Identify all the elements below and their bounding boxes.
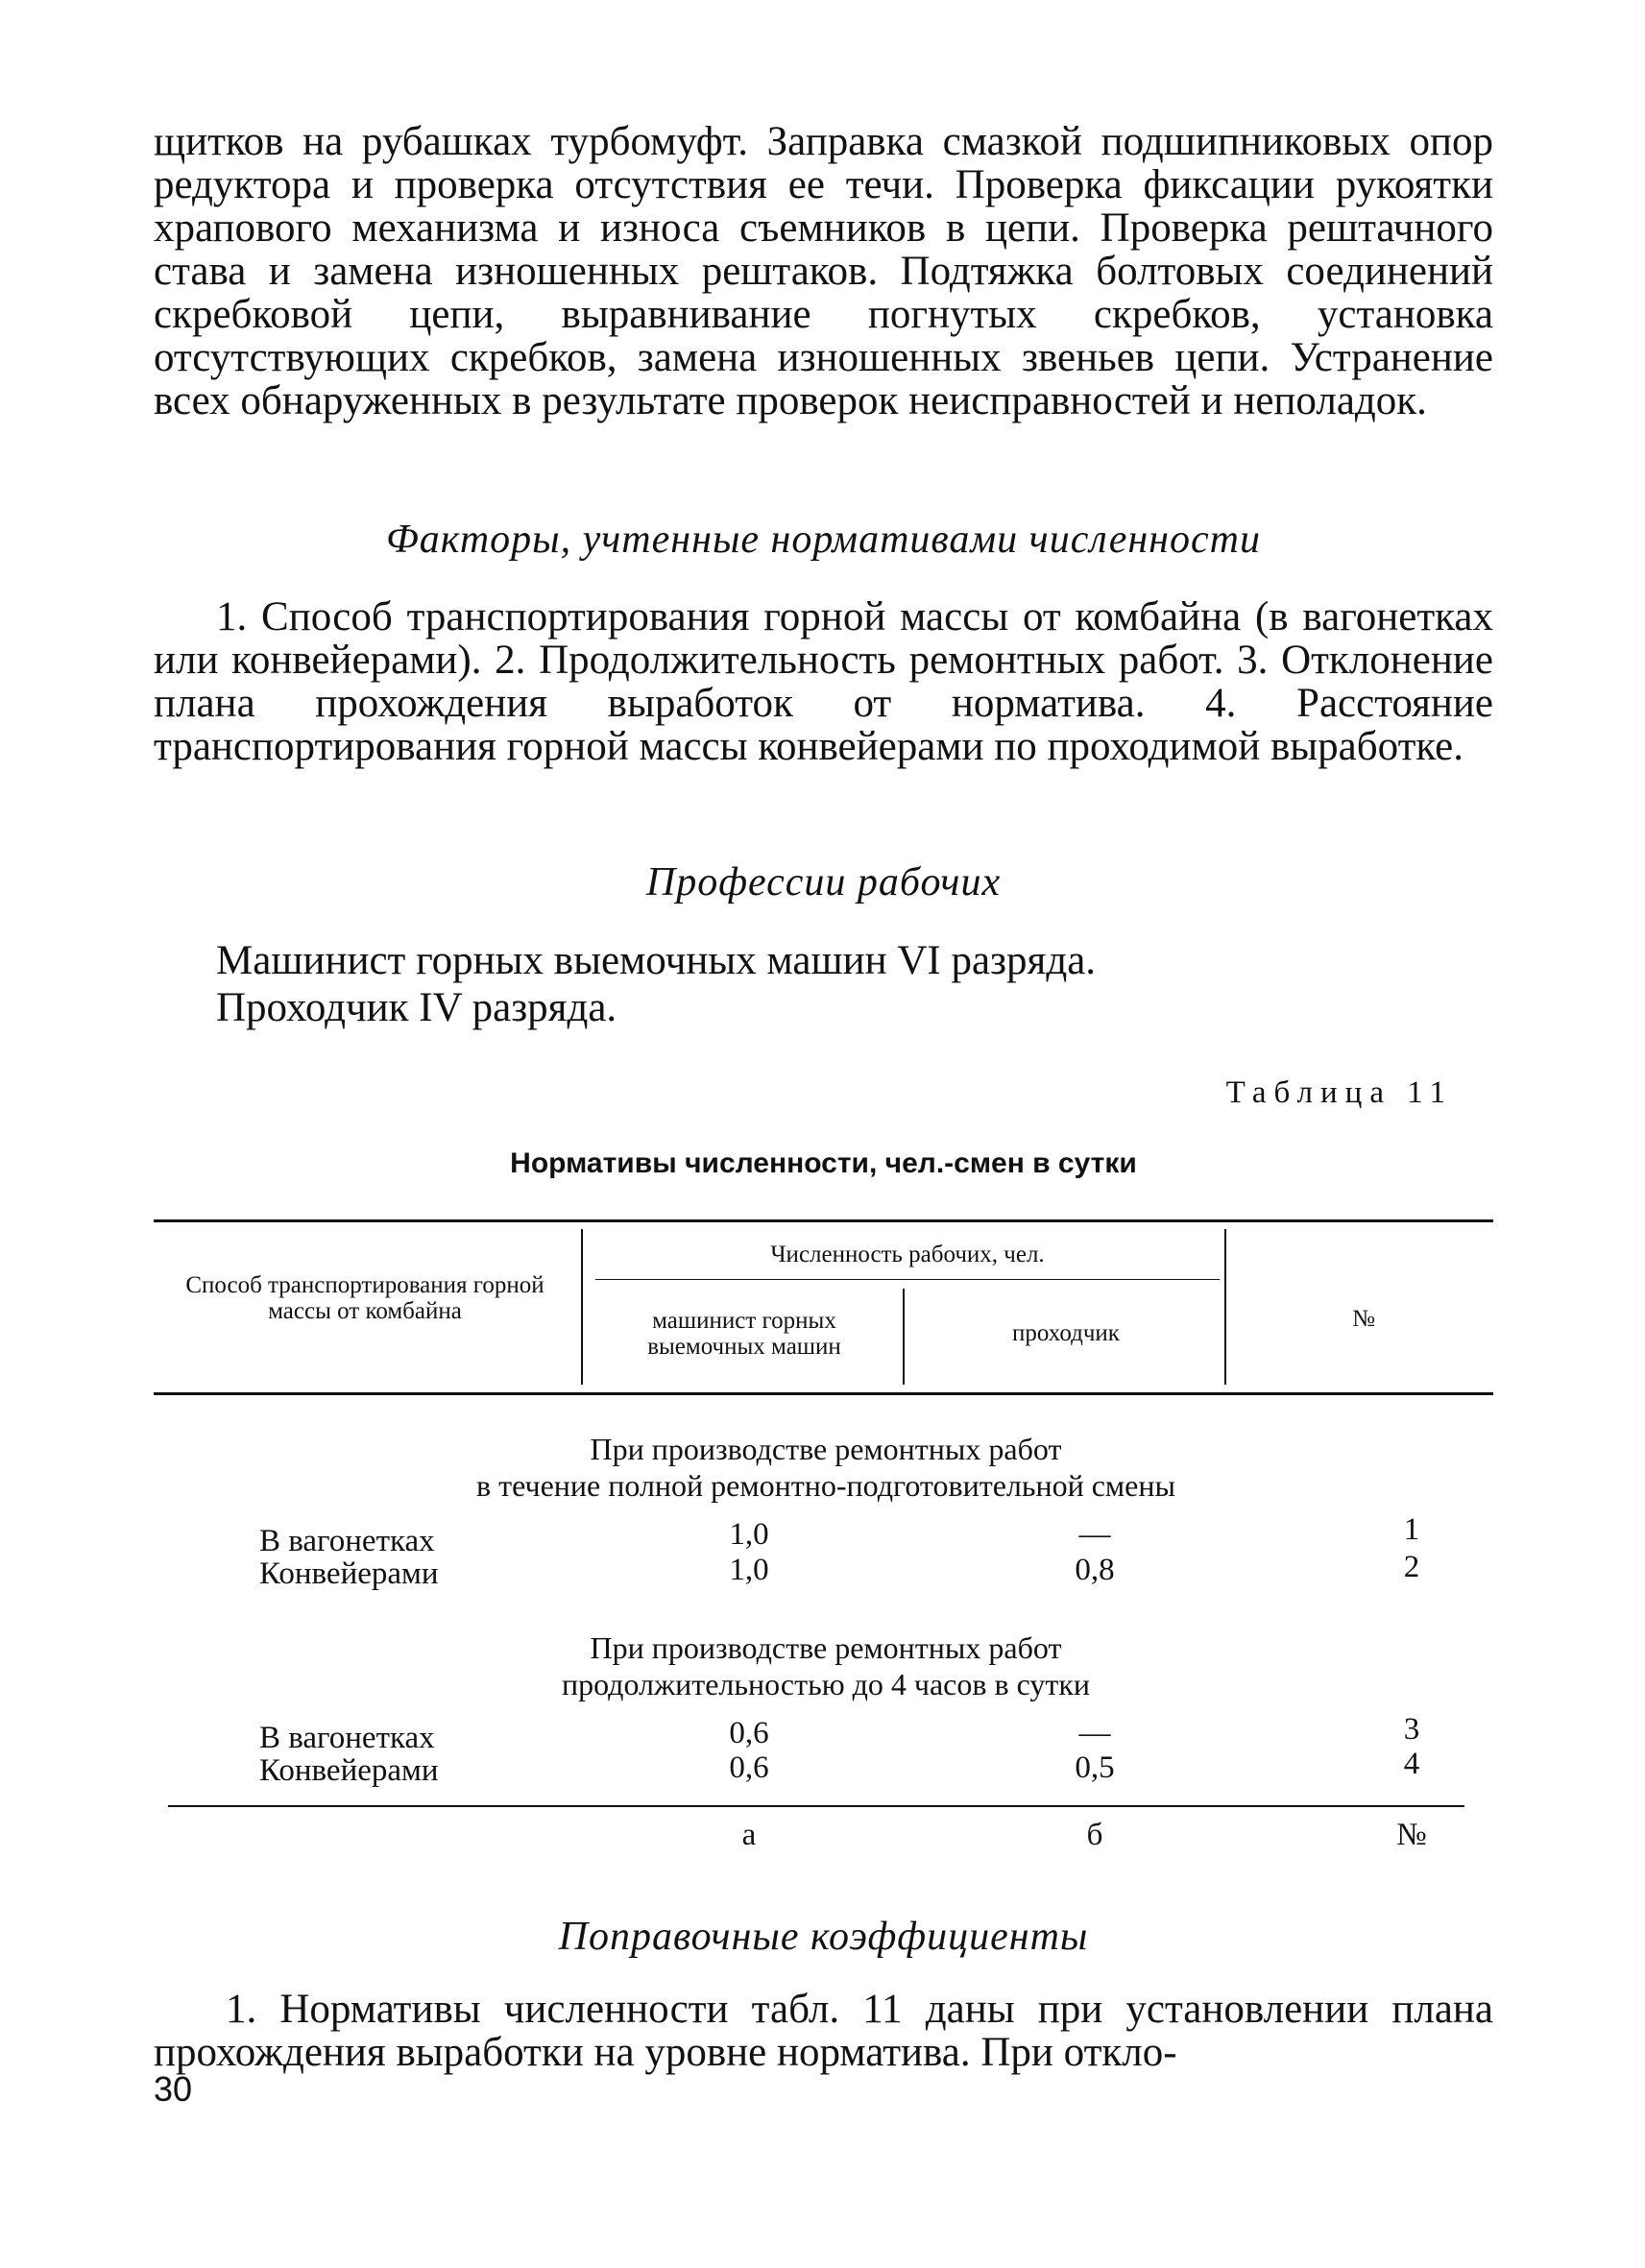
factors-heading: Факторы, учтенные нормативами численности [385,518,1261,562]
row-value-a: 0,6 [729,1716,769,1750]
table-bottom-rule [168,1805,1464,1807]
intro-paragraph: щитков на рубашках турбомуфт. Заправка смазкой подшипниковых опор редуктора и проверка отсутствия ее течи. Проверка фиксации рукоятки храпового механизма и износа съемников в цепи. Проверка рештачного става и замена изношенных рештаков. Подтяжка болтовых соединений скребковой цепи, выравнивание погнутых скребков, установка отсутствующих скребков, замена изношенных звеньев цепи. Устранение всех обнаруженных в результате проверок неисправностей и неполадок. [154,119,1493,423]
header-group: Численность рабочих, чел. [770,1242,1045,1267]
row-method: В вагонетках [259,1721,435,1755]
professions-heading: Профессии рабочих [645,860,1002,905]
table-vrule [903,1289,905,1385]
row-number: 1 [1403,1512,1420,1547]
table-header-rule [154,1392,1493,1395]
header-method: Способ транспортирования горной массы от комбайна [185,1272,544,1324]
row-method: Конвейерами [259,1556,439,1591]
section-title: При производстве ремонтных работ [590,1432,1062,1466]
page-number: 30 [154,2069,193,2109]
coefficients-heading: Поправочные коэффициенты [558,1915,1089,1959]
row-value-b: — [1078,1517,1111,1552]
coefficients-text: 1. Нормативы численности табл. 11 даны при установлении плана прохождения выработки на уровне норматива. При откло- [154,1987,1493,2075]
row-method: В вагонетках [259,1524,435,1558]
section-title: в течение полной ремонтно-подготовительной смены [476,1468,1175,1503]
header-col-b: проходчик [1012,1320,1120,1346]
table-group-rule [595,1279,1220,1280]
factors-text: 1. Способ транспортирования горной массы от комбайна (в вагонетках или конвейерами). 2. Продолжительность ремонтных работ. 3. Отклонение плана прохождения выработок от норматива. 4. Расстояние транспортирования горной массы конвейерами по проходимой выработке. [154,594,1493,769]
section-title: При производстве ремонтных работ [590,1630,1062,1665]
table-title: Нормативы численности, чел.-смен в сутки [510,1147,1137,1179]
table-vrule [581,1229,583,1385]
profession-item: Машинист горных выемочных машин VI разряда. [216,938,1097,983]
header-col-a: машинист горных выемочных машин [647,1308,841,1360]
row-value-b: — [1078,1716,1111,1750]
row-value-a: 0,6 [729,1750,769,1785]
row-number: 2 [1403,1550,1420,1584]
table-label: Таблица 11 [1225,1075,1453,1110]
row-number: 3 [1403,1712,1420,1747]
section-title: продолжительностью до 4 часов в сутки [561,1667,1091,1701]
table-top-rule [154,1219,1493,1222]
row-value-a: 1,0 [729,1553,769,1587]
footer-col-b: б [1086,1818,1103,1852]
row-number: 4 [1403,1747,1420,1781]
footer-col-a: а [741,1818,757,1852]
row-value-b: 0,8 [1075,1553,1115,1587]
row-value-a: 1,0 [729,1517,769,1552]
header-col-n: № [1352,1306,1375,1332]
footer-col-n: № [1396,1818,1427,1852]
row-method: Конвейерами [259,1753,439,1788]
table-vrule [1224,1229,1226,1385]
row-value-b: 0,5 [1075,1750,1115,1785]
profession-item: Проходчик IV разряда. [216,985,617,1030]
